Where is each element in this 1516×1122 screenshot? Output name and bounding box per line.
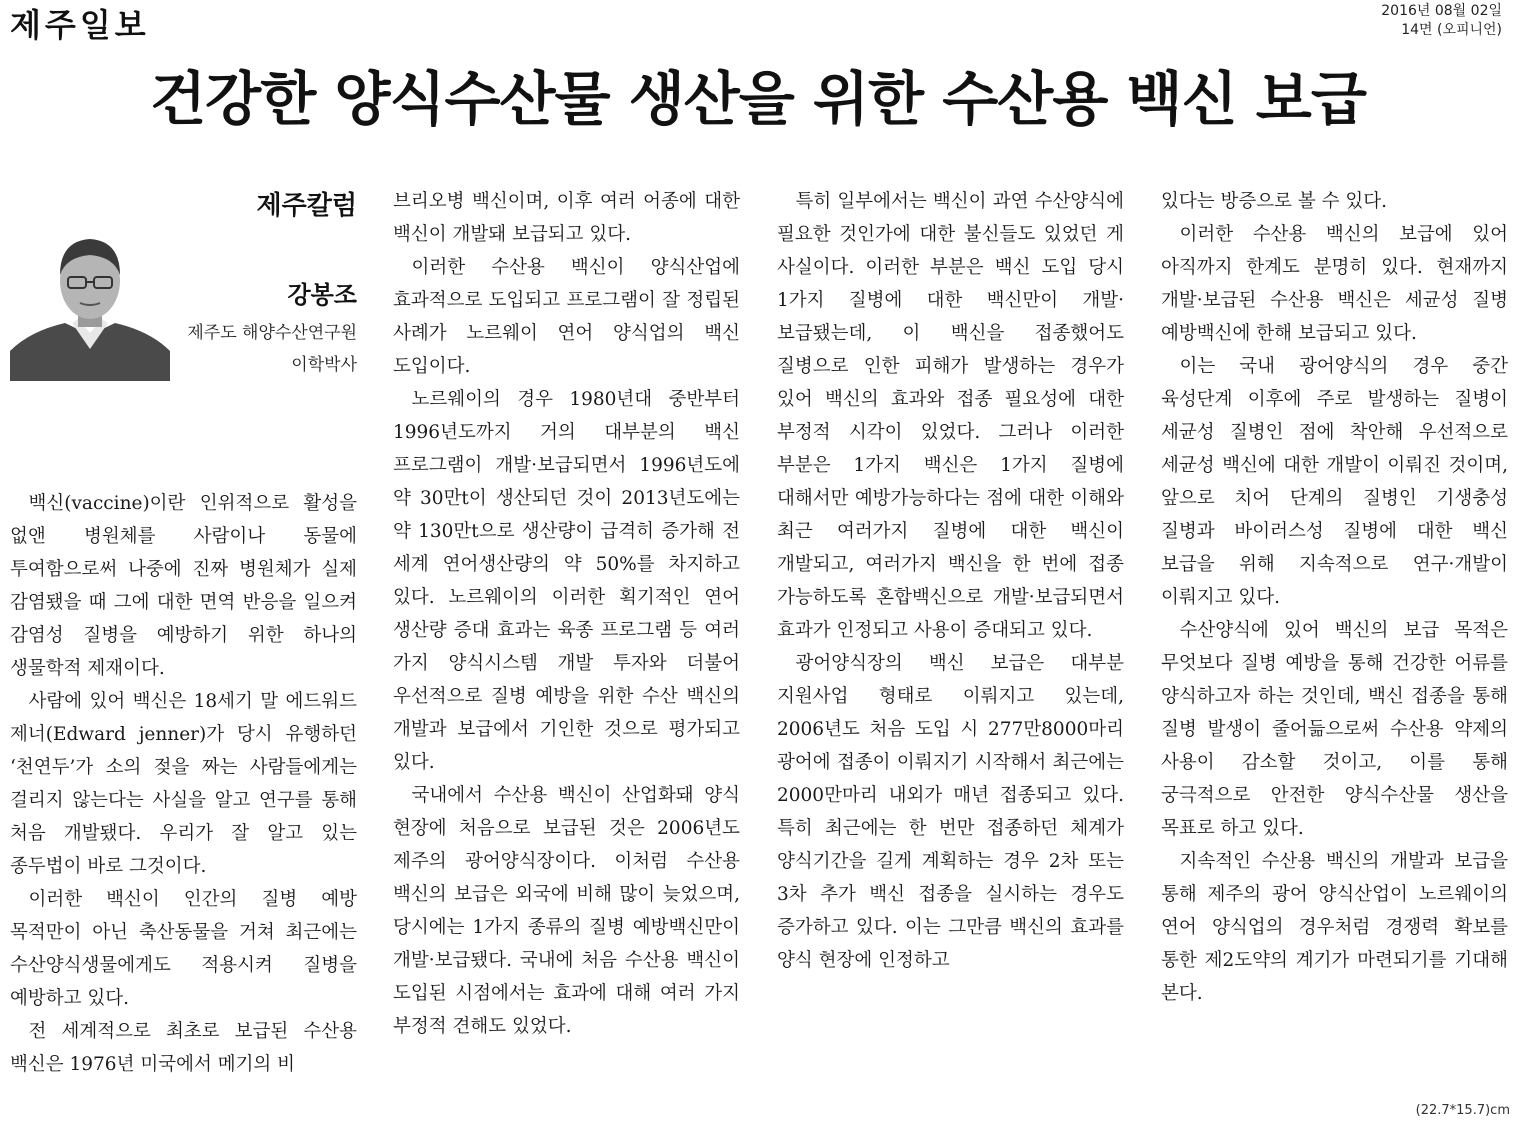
article-paragraph: 광어양식장의 백신 보급은 대부분 지원사업 형태로 이뤄지고 있는데, 2006년도 처음 도입 시 277만8000마리 광어에 접종이 이뤄지기 시작해서 최근에는 2000만마리 내외가 매년 접종되고 있다. 특히 최근에는 한 번만 접종하던 체계가 양식기간을 길게 계획하는 경우 2차 또는 3차 추가 백신 접종을 실시하는 경우도 증가하고 있다. 이는 그만큼 백신의 효과를 양식 현장에 인정하고 [777, 653, 1124, 971]
newspaper-masthead: 제주일보 [10, 6, 150, 44]
article-paragraph: 지속적인 수산용 백신의 개발과 보급을 통해 제주의 광어 양식산업이 노르웨이의 연어 양식업의 경우처럼 경쟁력 확보를 통한 제2도약의 계기가 마련되기를 기대해 본다. [1161, 851, 1508, 1004]
article-headline: 건강한 양식수산물 생산을 위한 수산용 백신 보급 [150, 65, 1366, 133]
article-paragraph: 노르웨이의 경우 1980년대 중반부터 1996년도까지 거의 대부분의 백신 프로그램이 개발·보급되면서 1996년도에 약 30만t이 생산되던 것이 2013년도에는 약 130만t으로 생산량이 급격히 증가해 전 세계 연어생산량의 약 50%를 차지하고 있다. 노르웨이의 이러한 획기적인 연어 생산량 증대 효과는 육종 프로그램 등 여러 가지 양식시스템 개발 투자와 더불어 우선적으로 질병 예방을 위한 수산 백신의 개발과 보급에서 기인한 것으로 평가되고 있다. [393, 389, 740, 773]
author-affiliation: 제주도 해양수산연구원 [187, 323, 357, 343]
article-paragraph: 브리오병 백신이며, 이후 여러 어종에 대한 백신이 개발돼 보급되고 있다. [393, 191, 740, 245]
article-column-2 [393, 185, 740, 1043]
article-column-1 [10, 487, 357, 1097]
column-label: 제주칼럼 [256, 191, 357, 221]
article-column-3 [777, 185, 1124, 977]
article-paragraph: 이는 국내 광어양식의 경우 중간 육성단계 이후에 주로 발생하는 질병이 세균성 질병인 점에 착안해 우선적으로 세균성 백신에 대한 개발이 이뤄진 것이며, 앞으로 치어 단계의 질병인 기생충성 질병과 바이러스성 질병에 대한 백신 보급을 위해 지속적으로 연구·개발이 이뤄지고 있다. [1161, 356, 1508, 608]
article-paragraph: 백신(vaccine)이란 인위적으로 활성을 없앤 병원체를 사람이나 동물에 투여함으로써 나중에 진짜 병원체가 실제 감염됐을 때 그에 대한 면역 반응을 일으켜 감염성 질병을 예방하기 위한 하나의 생물학적 제재이다. [10, 493, 357, 679]
article-paragraph: 있다는 방증으로 볼 수 있다. [1161, 191, 1387, 212]
publication-date: 2016년 08월 02일 [1381, 3, 1502, 19]
article-paragraph: 이러한 수산용 백신이 양식산업에 효과적으로 도입되고 프로그램이 잘 정립된 사례가 노르웨이 연어 양식업의 백신 도입이다. [393, 257, 740, 377]
page-section: 14면 (오피니언) [1401, 22, 1502, 38]
article-paragraph: 특히 일부에서는 백신이 과연 수산양식에 필요한 것인가에 대한 불신들도 있었던 게 사실이다. 이러한 부분은 백신 도입 당시 1가지 질병에 대한 백신만이 개발·보급됐는데, 이 백신을 접종했어도 질병으로 인한 피해가 발생하는 경우가 있어 백신의 효과와 접종 필요성에 대한 부정적 시각이 있었다. 그러나 이러한 부분은 1가지 백신은 1가지 질병에 대해서만 예방가능하다는 점에 대한 이해와 최근 여러가지 질병에 대한 백신이 개발되고, 여러가지 백신을 한 번에 접종 가능하도록 혼합백신으로 개발·보급되면서 효과가 인정되고 사용이 증대되고 있다. [777, 191, 1124, 641]
article-paragraph: 수산양식에 있어 백신의 보급 목적은 무엇보다 질병 예방을 통해 건강한 어류를 양식하고자 하는 것인데, 백신 접종을 통해 질병 발생이 줄어듦으로써 수산용 약제의 사용이 감소할 것이고, 이를 통해 궁극적으로 안전한 양식수산물 생산을 목표로 하고 있다. [1161, 620, 1508, 839]
author-photo [10, 223, 170, 381]
article-paragraph: 이러한 수산용 백신의 보급에 있어 아직까지 한계도 분명히 있다. 현재까지 개발·보급된 수산용 백신은 세균성 질병 예방백신에 한해 보급되고 있다. [1161, 224, 1508, 344]
article-paragraph: 사람에 있어 백신은 18세기 말 에드워드 제너(Edward jenner)가 당시 유행하던 ‘천연두’가 소의 젖을 짜는 사람들에게는 걸리지 않는다는 사실을 알고 연구를 통해 처음 개발됐다. 우리가 잘 알고 있는 종두법이 바로 그것이다. [10, 691, 357, 877]
article-paragraph: 이러한 백신이 인간의 질병 예방 목적만이 아닌 축산동물을 거쳐 최근에는 수산양식생물에게도 적용시켜 질병을 예방하고 있다. [10, 889, 357, 1009]
article-paragraph: 국내에서 수산용 백신이 산업화돼 양식 현장에 처음으로 보급된 것은 2006년도 제주의 광어양식장이다. 이처럼 수산용 백신의 보급은 외국에 비해 많이 늦었으며, 당시에는 1가지 종류의 질병 예방백신만이 개발·보급됐다. 국내에 처음 수산용 백신이 도입된 시점에서는 효과에 대해 여러 가지 부정적 견해도 있었다. [393, 785, 740, 1037]
article-column-4 [1161, 185, 1508, 1010]
byline-box [10, 185, 357, 385]
author-affiliation-block [187, 317, 357, 381]
article-paragraph: 전 세계적으로 최초로 보급된 수산용 백신은 1976년 미국에서 메기의 비 [10, 1021, 357, 1075]
size-note: (22.7*15.7)cm [1415, 1103, 1510, 1118]
author-portrait-icon [10, 223, 170, 381]
dateline [1381, 2, 1502, 40]
author-title: 이학박사 [291, 355, 357, 375]
author-name: 강봉조 [287, 281, 357, 309]
